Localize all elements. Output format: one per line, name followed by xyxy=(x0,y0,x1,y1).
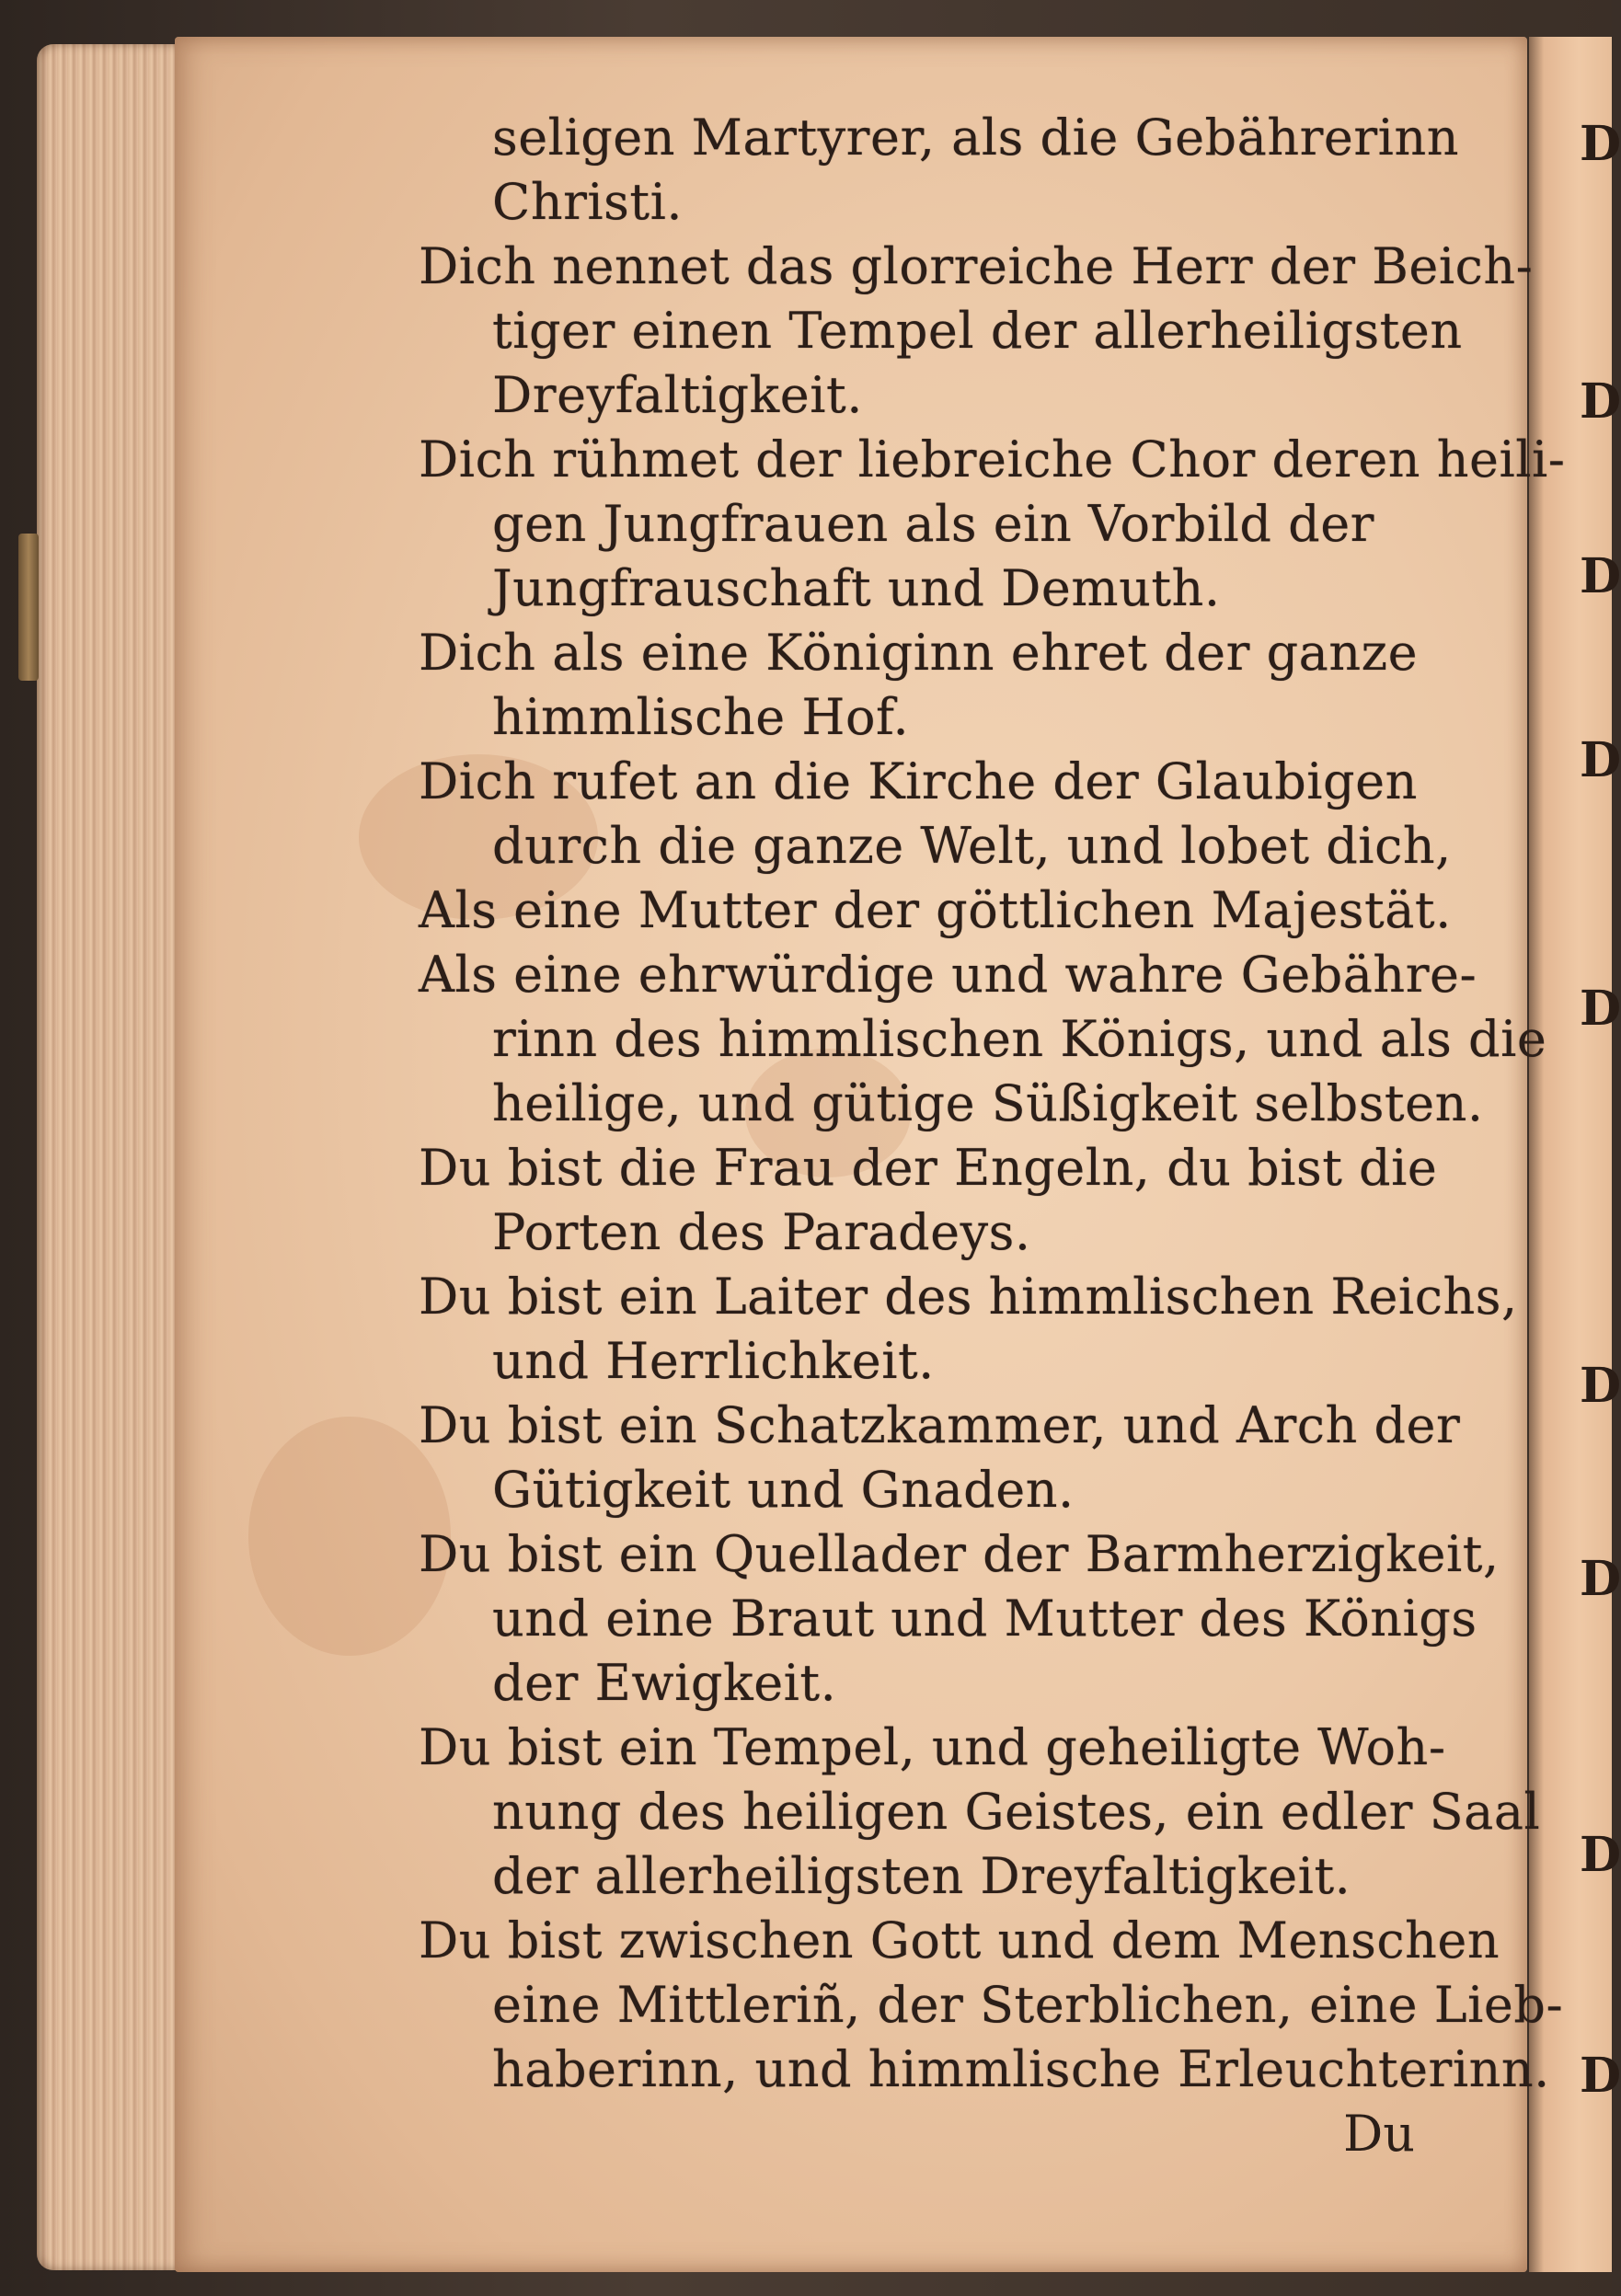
catchword: Du xyxy=(1343,2105,1416,2163)
text-line: Du bist zwischen Gott und dem Menschen xyxy=(419,1911,1500,1969)
text-line: Dich rühmet der liebreiche Chor deren heili- xyxy=(419,430,1566,488)
text-line: tiger einen Tempel der allerheiligsten xyxy=(492,302,1463,360)
text-line: Du bist ein Quellader der Barmherzigkeit, xyxy=(419,1525,1500,1583)
text-line: der Ewigkeit. xyxy=(492,1654,837,1712)
adjacent-page-glyph: D xyxy=(1580,1551,1621,1607)
text-line: nung des heiligen Geistes, ein edler Saal xyxy=(492,1783,1541,1841)
text-line: und eine Braut und Mutter des Königs xyxy=(492,1590,1477,1647)
text-line: Dich nennet das glorreiche Herr der Beich- xyxy=(419,237,1534,295)
text-line: Gütigkeit und Gnaden. xyxy=(492,1461,1075,1519)
adjacent-page-glyph: D xyxy=(1580,981,1621,1037)
text-line: Du bist ein Schatzkammer, und Arch der xyxy=(419,1396,1461,1454)
text-line: Jungfrauschaft und Demuth. xyxy=(492,559,1221,617)
adjacent-page-glyph: D xyxy=(1580,1827,1621,1883)
adjacent-page-glyph: D xyxy=(1580,732,1621,788)
text-line: himmlische Hof. xyxy=(492,688,910,746)
text-line: eine Mittleriñ, der Sterblichen, eine Lieb- xyxy=(492,1976,1564,2034)
text-line: und Herrlichkeit. xyxy=(492,1332,935,1390)
text-line: Als eine ehrwürdige und wahre Gebähre- xyxy=(419,946,1477,1004)
book-clasp xyxy=(18,534,39,681)
adjacent-page-glyph: D xyxy=(1580,373,1621,430)
text-line: rinn des himmlischen Königs, und als die xyxy=(492,1010,1547,1068)
page-edges xyxy=(37,44,193,2270)
adjacent-page xyxy=(1529,37,1621,2272)
text-line: Du bist die Frau der Engeln, du bist die xyxy=(419,1139,1438,1197)
text-line: haberinn, und himmlische Erleuchterinn. xyxy=(492,2040,1550,2098)
text-line: Christi. xyxy=(492,173,684,231)
text-line: Dich als eine Königinn ehret der ganze xyxy=(419,624,1419,682)
text-line: Porten des Paradeys. xyxy=(492,1203,1031,1261)
text-line: heilige, und gütige Süßigkeit selbsten. xyxy=(492,1074,1484,1132)
adjacent-page-glyph: D xyxy=(1580,548,1621,604)
text-line: gen Jungfrauen als ein Vorbild der xyxy=(492,495,1374,553)
text-line: Dich rufet an die Kirche der Glaubigen xyxy=(419,752,1418,810)
text-line: Dreyfaltigkeit. xyxy=(492,366,863,424)
text-line: Du bist ein Laiter des himmlischen Reichs, xyxy=(419,1268,1518,1326)
adjacent-page-glyph: D xyxy=(1580,2048,1621,2104)
text-line: der allerheiligsten Dreyfaltigkeit. xyxy=(492,1847,1351,1905)
text-line: Du bist ein Tempel, und geheiligte Woh- xyxy=(419,1718,1446,1776)
text-line: durch die ganze Welt, und lobet dich, xyxy=(492,817,1452,875)
adjacent-page-glyph: D xyxy=(1580,116,1621,172)
text-line: Als eine Mutter der göttlichen Majestät. xyxy=(419,881,1452,939)
adjacent-page-glyph: D xyxy=(1580,1358,1621,1414)
text-line: seligen Martyrer, als die Gebährerinn xyxy=(492,109,1460,166)
